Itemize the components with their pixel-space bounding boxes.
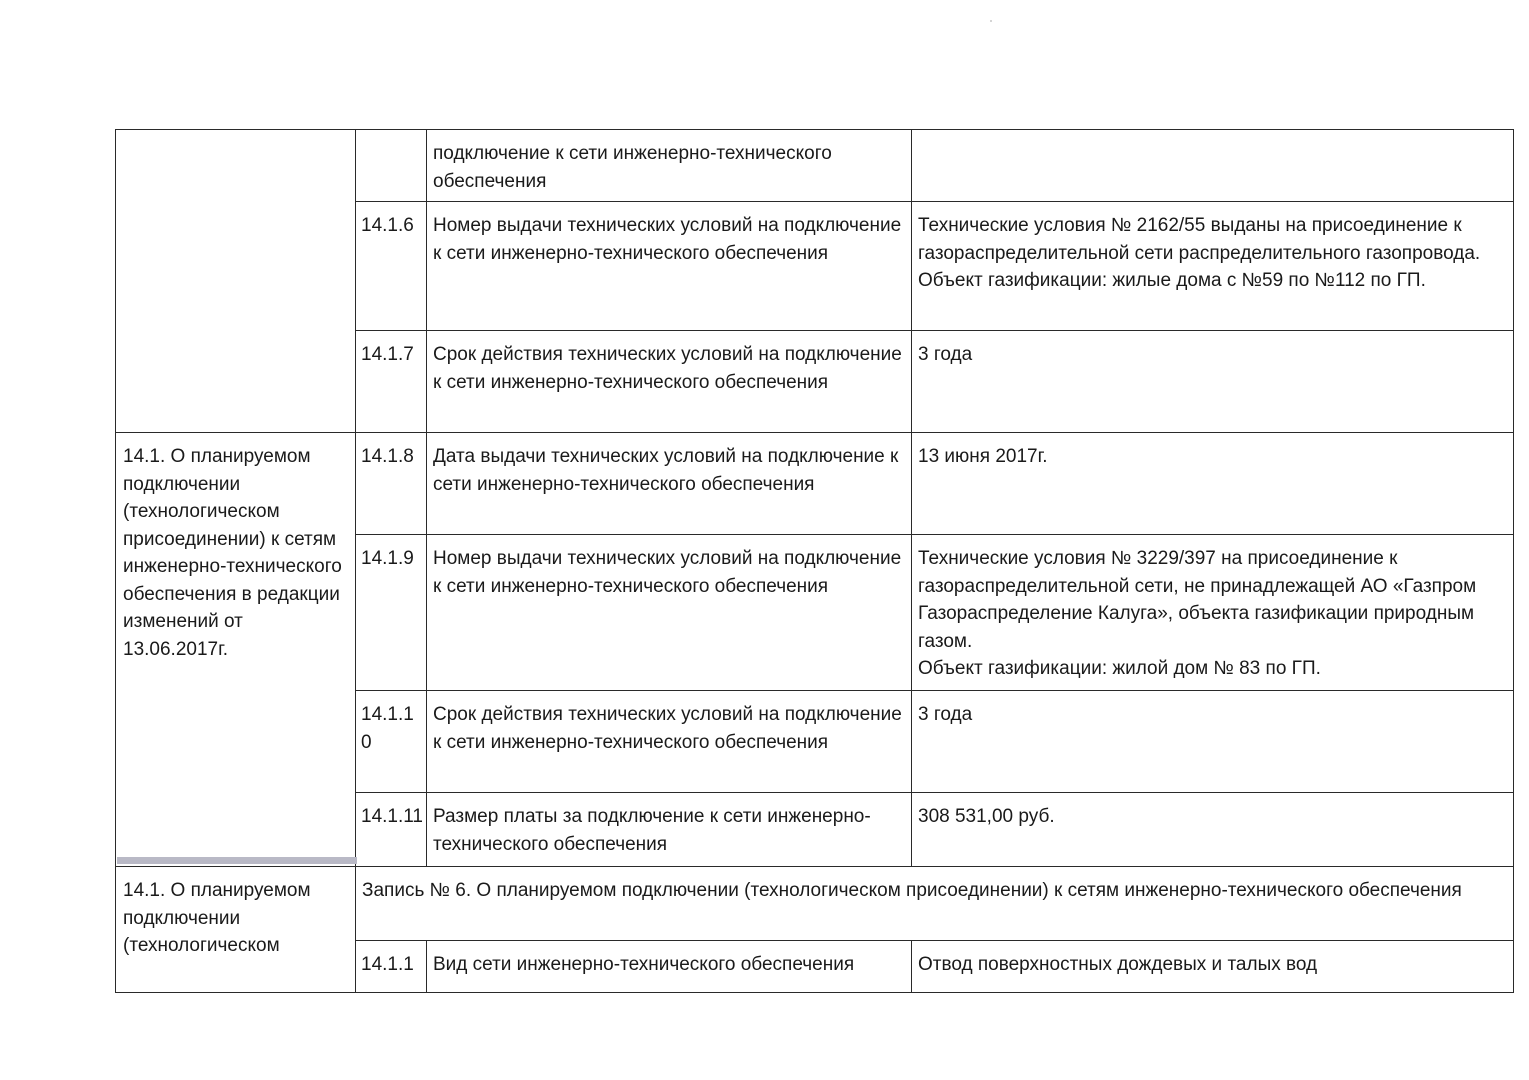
row-description: Номер выдачи технических условий на подключение к сети инженерно-технического обеспечения [427,202,912,331]
row-description: Вид сети инженерно-технического обеспечения [427,941,912,993]
row-value: 13 июня 2017г. [912,433,1514,535]
row-number: 14.1.8 [356,433,427,535]
row-number: 14.1.6 [356,202,427,331]
row-value: Технические условия № 3229/397 на присоединение к газораспределительной сети, не принадлежащей АО «Газпром Газораспределение Калуга», объекта газификации природным газом. Объект газификации: жилой дом № 83 по ГП. [912,535,1514,691]
row-value: 3 года [912,691,1514,793]
section-cell-empty [116,130,356,433]
row-description: Дата выдачи технических условий на подключение к сети инженерно-технического обеспечения [427,433,912,535]
row-value [912,130,1514,202]
section-title: 14.1. О планируемом подключении (технологическом [116,867,356,993]
row-description: Срок действия технических условий на подключение к сети инженерно-технического обеспечения [427,331,912,433]
row-description: Номер выдачи технических условий на подключение к сети инженерно-технического обеспечения [427,535,912,691]
row-number: 14.1.9 [356,535,427,691]
table-row [116,130,1514,202]
section-title: 14.1. О планируемом подключении (технологическом присоединении) к сетям инженерно-технического обеспечения в редакции изменений от 13.06.2017г. [116,433,356,867]
row-number: 14.1.11 [356,793,427,867]
row-value: 308 531,00 руб. [912,793,1514,867]
scan-speck [990,20,992,22]
row-description: подключение к сети инженерно-технического обеспечения [427,130,912,202]
row-description: Размер платы за подключение к сети инженерно-технического обеспечения [427,793,912,867]
table-row [116,867,1514,941]
row-value: Технические условия № 2162/55 выданы на присоединение к газораспределительной сети распределительного газопровода. Объект газификации: жилые дома с №59 по №112 по ГП. [912,202,1514,331]
row-value: Отвод поверхностных дождевых и талых вод [912,941,1514,993]
row-number [356,130,427,202]
row-number: 14.1.1 [356,941,427,993]
record-header: Запись № 6. О планируемом подключении (технологическом присоединении) к сетям инженерно-технического обеспечения [356,867,1514,941]
row-number: 14.1.10 [356,691,427,793]
scan-gray-bar [117,857,357,864]
table-row [116,433,1514,535]
row-value: 3 года [912,331,1514,433]
row-number: 14.1.7 [356,331,427,433]
row-description: Срок действия технических условий на подключение к сети инженерно-технического обеспечения [427,691,912,793]
